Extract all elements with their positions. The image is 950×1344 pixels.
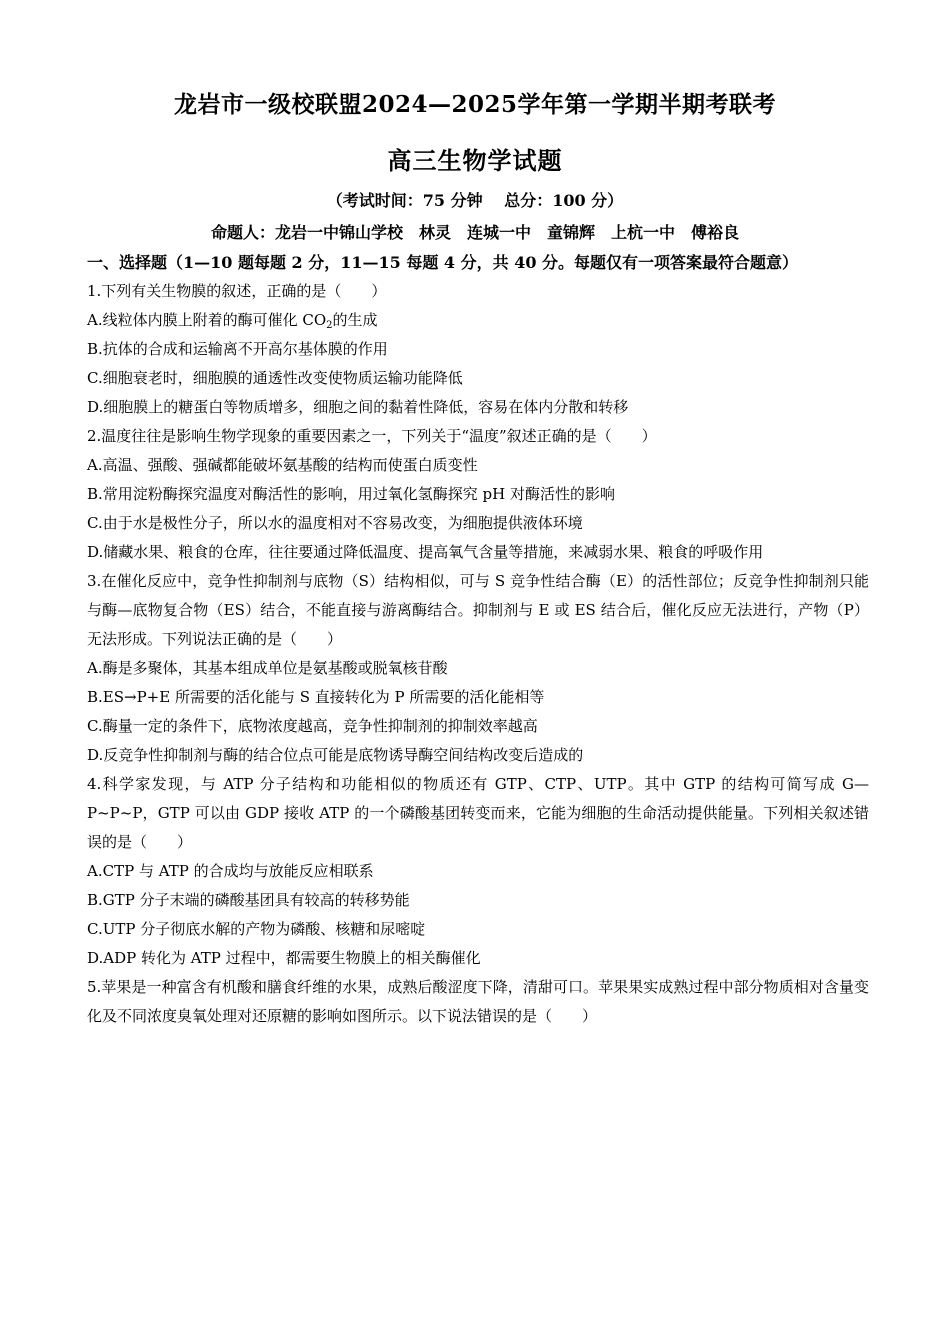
option-a: A.酶是多聚体，其基本组成单位是氨基酸或脱氧核苷酸	[87, 659, 448, 677]
option-d: D.ADP 转化为 ATP 过程中，都需要生物膜上的相关酶催化	[87, 949, 481, 967]
question-stem: 2.温度往往是影响生物学现象的重要因素之一，下列关于“温度”叙述正确的是（ ）	[87, 427, 657, 445]
option-b: B.GTP 分子末端的磷酸基团具有较高的转移势能	[87, 891, 410, 909]
option-a: A.线粒体内膜上附着的酶可催化 $CO_2$的生成	[87, 311, 378, 331]
exam-content	[87, 248, 869, 1031]
exam-authors: 命题人：龙岩一中锦山学校 林灵 连城一中 童锦辉 上杭一中 傅裕良	[210, 223, 739, 242]
option-c: C.UTP 分子彻底水解的产物为磷酸、核糖和尿嘧啶	[87, 920, 426, 938]
question-1	[87, 277, 869, 422]
question-stem: 5.苹果是一种富含有机酸和膳食纤维的水果，成熟后酸涩度下降，清甜可口。苹果果实成熟过程中部分物质相对含量变化及不同浓度臭氧处理对还原糖的影响如图所示。以下说法错误的是（ ）	[87, 978, 869, 1025]
question-5	[87, 973, 869, 1031]
question-stem: 1.下列有关生物膜的叙述，正确的是（ ）	[87, 282, 387, 300]
option-c: C.酶量一定的条件下，底物浓度越高，竞争性抑制剂的抑制效率越高	[87, 717, 538, 735]
option-d: D.反竞争性抑制剂与酶的结合位点可能是底物诱导酶空间结构改变后造成的	[87, 746, 584, 764]
exam-info: （考试时间：75 分钟 总分：100 分）	[326, 191, 624, 210]
question-stem: 3.在催化反应中，竞争性抑制剂与底物（S）结构相似，可与 S 竞争性结合酶（E）的活性部位；反竞争性抑制剂只能与酶—底物复合物（ES）结合，不能直接与游离酶结合。抑制剂与 E 或 ES 结合后，催化反应无法进行，产物（P）无法形成。下列说法正确的是（ ）	[87, 572, 869, 648]
option-d: D.储藏水果、粮食的仓库，往往要通过降低温度、提高氧气含量等措施，来减弱水果、粮食的呼吸作用	[87, 543, 764, 561]
option-c: C.由于水是极性分子，所以水的温度相对不容易改变，为细胞提供液体环境	[87, 514, 583, 532]
question-4	[87, 770, 869, 973]
option-c: C.细胞衰老时，细胞膜的通透性改变使物质运输功能降低	[87, 369, 463, 387]
question-2	[87, 422, 869, 567]
question-3	[87, 567, 869, 770]
subject-title: 高三生物学试题	[387, 146, 563, 175]
section-heading: 一、选择题（1—10 题每题 2 分，11—15 每题 4 分，共 40 分。每题仅有一项答案最符合题意）	[87, 253, 799, 272]
option-a: A.CTP 与 ATP 的合成均与放能反应相联系	[87, 862, 374, 880]
option-b: B.ES→P+E 所需要的活化能与 S 直接转化为 P 所需要的活化能相等	[87, 688, 545, 706]
option-b: B.抗体的合成和运输离不开高尔基体膜的作用	[87, 340, 388, 358]
option-b: B.常用淀粉酶探究温度对酶活性的影响，用过氧化氢酶探究 pH 对酶活性的影响	[87, 485, 616, 503]
question-stem: 4.科学家发现，与 ATP 分子结构和功能相似的物质还有 GTP、CTP、UTP。其中 GTP 的结构可简写成 G—P~P~P，GTP 可以由 GDP 接收 ATP 的一个磷酸基团转变而来，它能为细胞的生命活动提供能量。下列相关叙述错误的是（ ）	[87, 775, 869, 851]
option-a: A.高温、强酸、强碱都能破坏氨基酸的结构而使蛋白质变性	[87, 456, 478, 474]
option-d: D.细胞膜上的糖蛋白等物质增多，细胞之间的黏着性降低，容易在体内分散和转移	[87, 398, 629, 416]
exam-title: 龙岩市一级校联盟2024—2025学年第一学期半期考联考	[173, 91, 777, 118]
